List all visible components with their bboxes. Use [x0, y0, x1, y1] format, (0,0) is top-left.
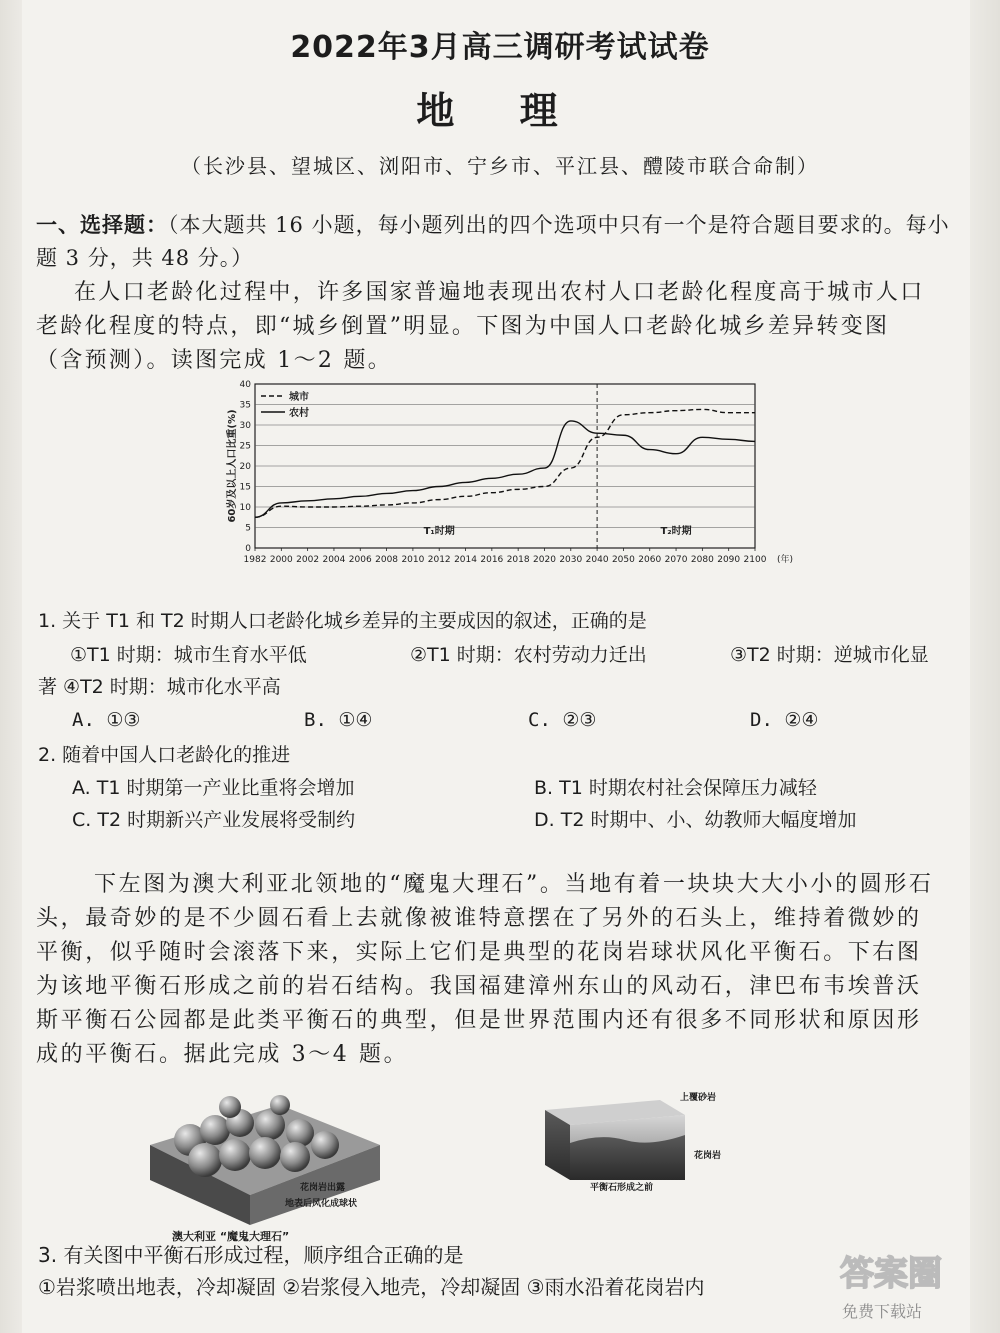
period-label-t1: T₁时期	[423, 526, 455, 537]
x-tick-label: 2010	[401, 555, 425, 565]
x-tick-label: 2040	[585, 555, 609, 565]
passage-1-line-2: 老龄化程度的特点，即“城乡倒置”明显。下图为中国人口老龄化城乡差异转变图	[36, 314, 890, 339]
right-fig-caption: 平衡石形成之前	[590, 1183, 654, 1193]
y-tick-label: 35	[239, 400, 251, 411]
q2-option-a[interactable]: A. T1 时期第一产业比重将会增加	[72, 777, 355, 799]
x-tick-label: 2050	[611, 555, 635, 565]
series-line-rural	[255, 421, 755, 517]
x-tick-label: 2014	[454, 555, 477, 565]
q2-stem: 2. 随着中国人口老龄化的推进	[38, 744, 291, 766]
q1-option-b[interactable]: B. ①④	[304, 709, 373, 731]
q1-option-c[interactable]: C. ②③	[528, 709, 597, 731]
x-tick-label: 2090	[717, 555, 741, 565]
x-tick-label: 2018	[506, 555, 530, 565]
y-tick-label: 25	[239, 441, 251, 452]
left-fig-caption: 澳大利亚 “魔鬼大理石”	[172, 1230, 290, 1243]
section-desc-2: 题 3 分，共 48 分。）	[36, 246, 254, 270]
left-fig-label-2: 地表后风化成球状	[285, 1199, 358, 1209]
right-fig-label-top: 上覆砂岩	[680, 1093, 717, 1103]
q1-option-a[interactable]: A. ①③	[72, 709, 141, 731]
watermark-text: 答案圈	[840, 1254, 942, 1294]
x-tick-label: 2020	[533, 555, 556, 565]
y-tick-label: 30	[239, 421, 251, 431]
left-page-edge	[0, 0, 22, 1333]
y-tick-label: 15	[239, 482, 251, 493]
x-tick-label: 1982	[243, 555, 267, 565]
q1-item-2: ②T1 时期：农村劳动力迁出	[410, 644, 647, 666]
q2-option-c[interactable]: C. T2 时期新兴产业发展将受制约	[72, 809, 356, 831]
passage-2-line-4: 为该地平衡石形成之前的岩石结构。我国福建漳州东山的风动石，津巴布韦埃普沃	[36, 974, 922, 999]
passage-2-line-3: 平衡，似乎随时会滚落下来，实际上它们是典型的花岗岩球状风化平衡石。下右图	[36, 940, 922, 965]
x-axis-label: (年)	[777, 555, 794, 565]
right-page-edge	[970, 0, 1000, 1333]
subtitle: （长沙县、望城区、浏阳市、宁乡市、平江县、醴陵市联合命制）	[181, 154, 819, 178]
x-tick-label: 2016	[480, 555, 504, 565]
legend-label: 农村	[289, 408, 309, 419]
x-tick-label: 2100	[743, 555, 767, 565]
x-tick-label: 2060	[638, 555, 662, 565]
y-tick-label: 40	[239, 380, 251, 390]
x-tick-label: 2080	[690, 555, 714, 565]
x-tick-label: 2030	[559, 555, 583, 565]
x-tick-label: 2006	[348, 555, 372, 565]
passage-2-line-5: 斯平衡石公园都是此类平衡石的典型，但是世界范围内还有很多不同形状和原因形	[36, 1008, 922, 1033]
y-tick-label: 5	[245, 523, 251, 534]
left-fig-label-1: 花岗岩出露	[300, 1183, 346, 1193]
legend-label: 城市	[289, 392, 309, 403]
q3-stem: 3. 有关图中平衡石形成过程，顺序组合正确的是	[38, 1243, 464, 1267]
y-tick-label: 10	[239, 503, 251, 513]
x-tick-label: 2000	[269, 555, 293, 565]
passage-1	[36, 276, 968, 378]
section-heading-line	[36, 208, 950, 242]
y-axis-label: 60岁及以上人口比重(%)	[227, 409, 238, 523]
watermark-sub: 免费下载站	[842, 1302, 923, 1321]
x-tick-label: 2070	[664, 555, 688, 565]
q1-item-3: ③T2 时期：逆城市化显	[730, 644, 929, 666]
passage-1-line-1: 在人口老龄化过程中，许多国家普遍地表现出农村人口老龄化程度高于城市人口	[74, 280, 925, 305]
passage-2-line-2: 头，最奇妙的是不少圆石看上去就像被谁特意摆在了另外的石头上，维持着微妙的	[36, 906, 922, 931]
passage-2	[36, 868, 968, 1072]
q2-option-d[interactable]: D. T2 时期中、小、幼教师大幅度增加	[534, 809, 857, 831]
section-heading: 一、选择题：	[36, 212, 168, 237]
passage-2-line-1: 下左图为澳大利亚北领地的“魔鬼大理石”。当地有着一块块大大小小的圆形石	[94, 872, 934, 897]
passage-2-line-6: 成的平衡石。据此完成 3～4 题。	[36, 1042, 409, 1067]
q1-stem: 1. 关于 T1 和 T2 时期人口老龄化城乡差异的主要成因的叙述，正确的是	[38, 610, 647, 632]
y-tick-label: 0	[245, 544, 251, 554]
section-desc-1: （本大题共 16 小题，每小题列出的四个选项中只有一个是符合题目要求的。每小	[168, 213, 950, 237]
x-tick-label: 2008	[375, 555, 399, 565]
x-tick-label: 2004	[322, 555, 346, 565]
right-fig-label-mid: 花岗岩	[694, 1151, 722, 1161]
passage-1-line-3: （含预测）。读图完成 1～2 题。	[36, 348, 393, 373]
q1-option-d[interactable]: D. ②④	[750, 709, 819, 731]
y-tick-label: 20	[239, 462, 251, 472]
x-tick-label: 2002	[296, 555, 320, 565]
q3-items: ①岩浆喷出地表，冷却凝固 ②岩浆侵入地壳，冷却凝固 ③雨水沿着花岗岩内	[38, 1275, 705, 1299]
q1-item-1: ①T1 时期：城市生育水平低	[70, 644, 307, 666]
subject-title: 地 理	[416, 89, 584, 133]
watermark-logo	[802, 1245, 972, 1325]
q1-item-4: 著 ④T2 时期：城市化水平高	[38, 676, 281, 698]
aging-chart	[215, 378, 800, 573]
q2-option-b[interactable]: B. T1 时期农村社会保障压力减轻	[534, 777, 817, 799]
exam-title: 2022年3月高三调研考试试卷	[290, 30, 710, 65]
x-tick-label: 2012	[427, 555, 451, 565]
period-label-t2: T₂时期	[660, 526, 692, 537]
series-line-urban	[255, 409, 755, 517]
rock-structure-figure	[540, 1095, 690, 1180]
